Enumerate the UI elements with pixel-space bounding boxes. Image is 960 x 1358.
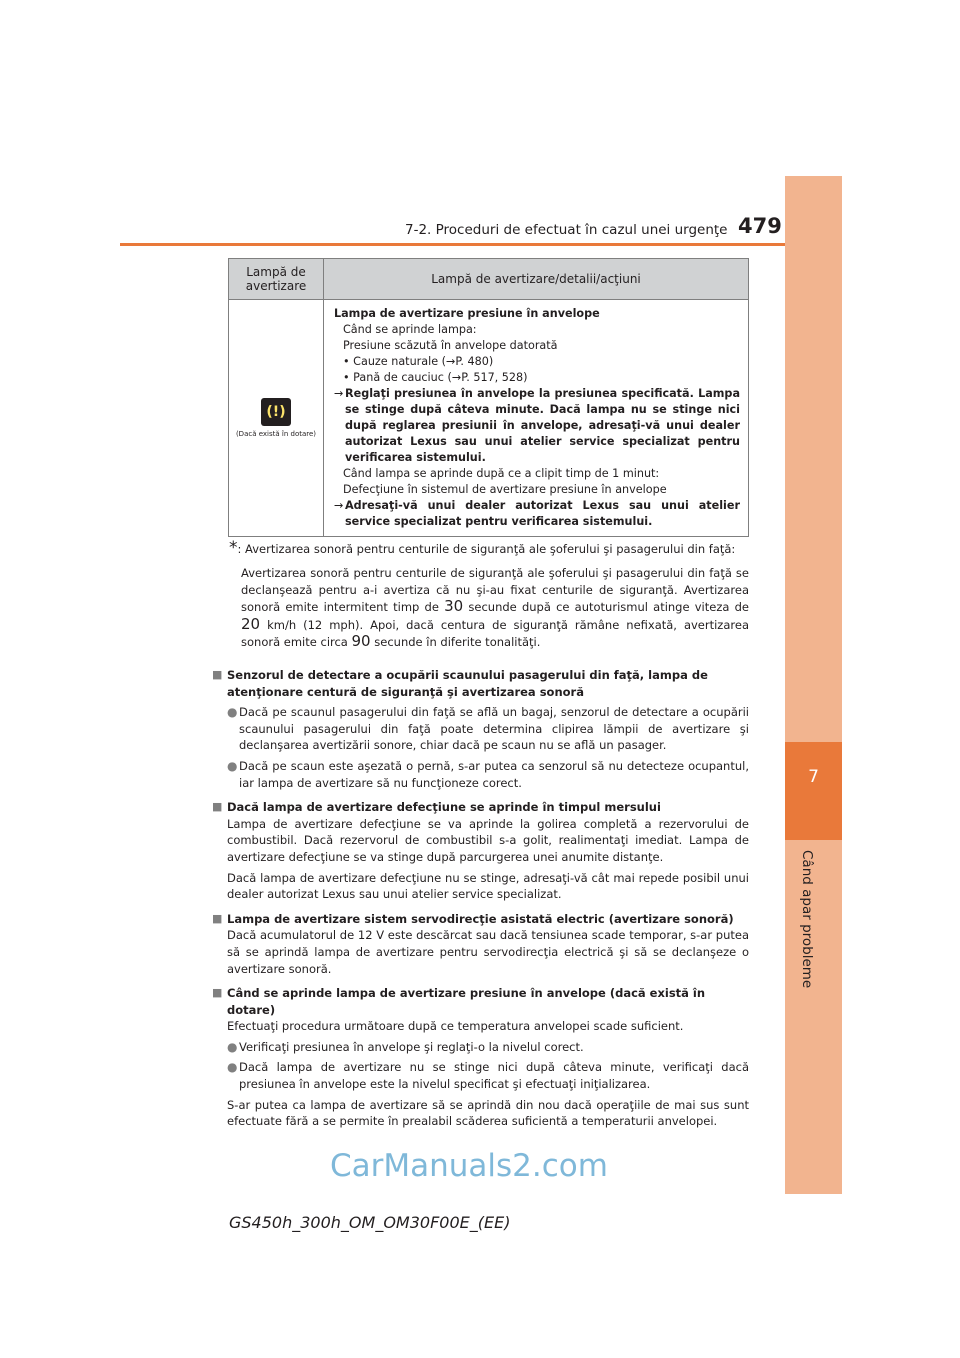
header-rule — [120, 243, 785, 246]
section-tire-pressure — [212, 985, 749, 1130]
section-title: ■ Când se aprinde lampa de avertizare presiune în anvelope (dacă există în dotare) — [212, 986, 706, 1017]
paragraph: Lampa de avertizare defecţiune se va aprinde la golirea completă a rezervorului de combustibil. Dacă rezervorul de combustibil s-a golit, realimentaţi imediat. Lampa de avertizare defecţiune se va stinge după parcurgerea unei anumite distanţe. — [227, 816, 749, 864]
main-content — [212, 667, 749, 1138]
col-lamp-header: Lampă de avertizare — [229, 259, 324, 300]
lamp-note: (Dacă există în dotare) — [235, 430, 317, 438]
lamp-title: Lampa de avertizare presiune în anvelope — [334, 307, 600, 320]
footnote-body: Avertizarea sonoră pentru centurile de siguranţă ale şoferului şi pasagerului din faţă se declanşează pentru a-i avertiza că nu şi-au fixat centurile de siguranţă. Avertizarea sonoră emite intermitent timp de 30 secunde după ce autoturismul atinge viteza de 20 km/h (12 mph). Apoi, dacă centura de siguranţă rămâne nefixată, avertizarea sonoră emite circa 90 secunde în diferite tonalităţi. — [241, 566, 749, 651]
warning-lamp-table — [228, 258, 749, 537]
list-item: ● Dacă pe scaun este aşezată o pernă, s-ar putea ca senzorul să nu detecteze ocupantul, iar lampa de avertizare să nu funcţioneze corect. — [227, 758, 749, 790]
paragraph: S-ar putea ca lampa de avertizare să se aprindă din nou dacă operaţiile de mai sus sunt efectuate fără a se permite în prealabil scăderea suficientă a temperaturii anvelopei. — [227, 1097, 749, 1129]
document-code: GS450h_300h_OM_OM30F00E_(EE) — [229, 1213, 511, 1232]
action-row — [334, 498, 740, 530]
chapter-title: Când apar probleme — [799, 850, 815, 989]
section-title: ■ Dacă lampa de avertizare defecţiune se aprinde în timpul mersului — [212, 800, 661, 815]
section-power-steering — [212, 911, 749, 977]
chapter-number-tab — [785, 742, 842, 840]
when-on: Când se aprinde lampa: — [343, 323, 477, 336]
page-number: 479 — [738, 214, 782, 238]
table-row — [229, 300, 749, 537]
cause-intro: Presiune scăzută în anvelope datorată — [343, 339, 558, 352]
watermark: CarManuals2.com — [330, 1148, 608, 1184]
paragraph: Dacă lampa de avertizare defecţiune nu se stinge, adresaţi-vă cât mai repede posibil unui dealer autorizat Lexus sau unui atelier service specializat. — [227, 870, 749, 902]
table-header-row — [229, 259, 749, 300]
section-malfunction-lamp — [212, 799, 749, 903]
paragraph: Efectuaţi procedura următoare după ce temperatura anvelopei scade suficient. — [227, 1019, 684, 1034]
section-seat-sensor — [212, 667, 749, 791]
footnote-heading: *: Avertizarea sonoră pentru centurile de siguranţă ale şoferului şi pasagerului din faţă: — [229, 538, 736, 558]
tire-pressure-warning-icon: (!) — [261, 398, 291, 426]
lamp-cell — [229, 300, 324, 537]
footnote-marker: * — [229, 538, 238, 558]
action-row — [334, 386, 740, 466]
list-item: ● Dacă lampa de avertizare nu se stinge nici după câteva minute, verificaţi dacă presiunea în anvelope este la nivelul specificat şi efectuaţi iniţializarea. — [227, 1060, 749, 1092]
arrow-icon: → — [334, 499, 344, 512]
arrow-icon: → — [334, 387, 344, 400]
blink-cause: Defecţiune în sistemul de avertizare presiune în anvelope — [343, 483, 667, 496]
paragraph: Dacă acumulatorul de 12 V este descărcat sau dacă tensiunea scade temporar, s-ar putea să se aprindă lampa de avertizare pentru servodirecţia electrică şi să se declanşeze o avertizare sonoră. — [227, 928, 749, 976]
action-text: Adresaţi-vă unui dealer autorizat Lexus sau unui atelier service specializat pentru verificarea sistemului. — [345, 499, 740, 528]
section-header: 7-2. Proceduri de efectuat în cazul unei urgenţe — [405, 222, 728, 238]
desc-cell — [324, 300, 749, 537]
col-desc-header: Lampă de avertizare/detalii/acţiuni — [324, 259, 749, 300]
list-item: ● Dacă pe scaunul pasagerului din faţă se află un bagaj, senzorul de detectare a ocupării scaunului pasagerului din faţă poate determina clipirea lămpii de avertizare şi declanşarea avertizării sonore, chiar dacă pe scaun nu se află un pasager. — [227, 705, 749, 753]
chapter-side-tab — [785, 176, 842, 1194]
section-title: ■ Senzorul de detectare a ocupării scaunului pasagerului din faţă, lampa de atenţionare centură de siguranţă şi avertizarea sonoră — [212, 668, 708, 699]
action-text: Reglaţi presiunea în anvelope la presiunea specificată. Lampa se stinge după câteva minute. Dacă lampa nu se stinge nici după reglarea presiunii în anvelope, adresaţi-vă unui dealer autorizat Lexus sau unui atelier service specializat pentru verificarea sistemului. — [345, 387, 740, 464]
list-item: ● Verificaţi presiunea în anvelope şi reglaţi-o la nivelul corect. — [227, 1039, 584, 1054]
section-title: ■ Lampa de avertizare sistem servodirecţie asistată electric (avertizare sonoră) — [212, 911, 734, 926]
cause-item: • Pană de cauciuc (→P. 517, 528) — [343, 371, 528, 384]
blink-intro: Când lampa se aprinde după ce a clipit timp de 1 minut: — [343, 467, 660, 480]
cause-item: • Cauze naturale (→P. 480) — [343, 355, 494, 368]
chapter-number: 7 — [808, 767, 819, 787]
